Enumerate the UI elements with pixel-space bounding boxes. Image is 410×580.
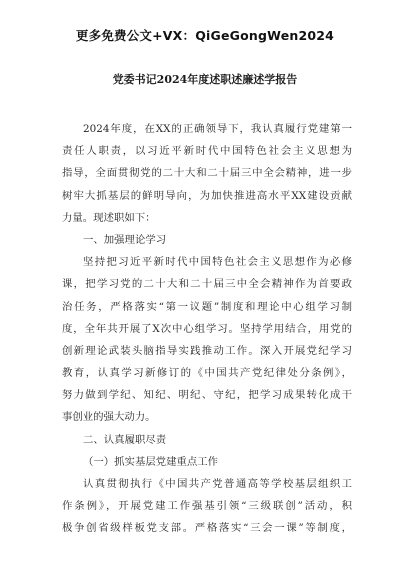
body-line: 创新理论武装头脑指导实践推动工作。深入开展党纪学习: [62, 344, 352, 357]
body-line: 度，全年共开展了X次中心组学习。坚持学用结合，用党的: [62, 322, 352, 335]
body-line: 2024年度，在XX的正确领导下，我认真履行党建第一: [83, 123, 352, 135]
body-line: 治任务，严格落实“第一议题”制度和理论中心组学习制: [62, 300, 352, 313]
body-line: 树牢大抓基层的鲜明导向，为加快推进高水平XX建设贡献: [62, 189, 352, 202]
body-line: 作条例》，开展党建工作强基引领“三级联创”活动，积: [62, 500, 352, 513]
body-line: 努力做到学纪、知纪、明纪、守纪，把学习成果转化成干: [62, 389, 352, 402]
body-line: 责任人职责，以习近平新时代中国特色社会主义思想为: [62, 145, 352, 158]
body-line: 事创业的强大动力。: [62, 411, 156, 424]
watermark-header: 更多免费公文+VX：QiGeGongWen2024: [75, 28, 335, 43]
document-title: 党委书记2024年度述职述廉述学报告: [112, 73, 298, 86]
body-line: 教育，认真学习新修订的《中国共产党纪律处分条例》，: [62, 367, 352, 380]
body-line: （一）抓实基层党建重点工作: [83, 455, 219, 468]
body-line: 指导，全面贯彻党的二十大和二十届三中全会精神，进一步: [62, 167, 352, 180]
body-line: 认真贯彻执行《中国共产党普通高等学校基层组织工: [83, 478, 352, 490]
body-line: 一、加强理论学习: [83, 233, 167, 246]
body-line: 二、认真履职尽责: [83, 433, 167, 446]
body-line: 极争创省级样板党支部。严格落实“三会一课”等制度，: [62, 522, 352, 535]
document-body: [62, 118, 352, 540]
body-line: 课，把学习党的二十大和二十届三中全会精神作为首要政: [62, 278, 352, 291]
body-line: 坚持把习近平新时代中国特色社会主义思想作为必修: [83, 256, 352, 269]
body-line: 力量。现述职如下：: [62, 211, 156, 224]
